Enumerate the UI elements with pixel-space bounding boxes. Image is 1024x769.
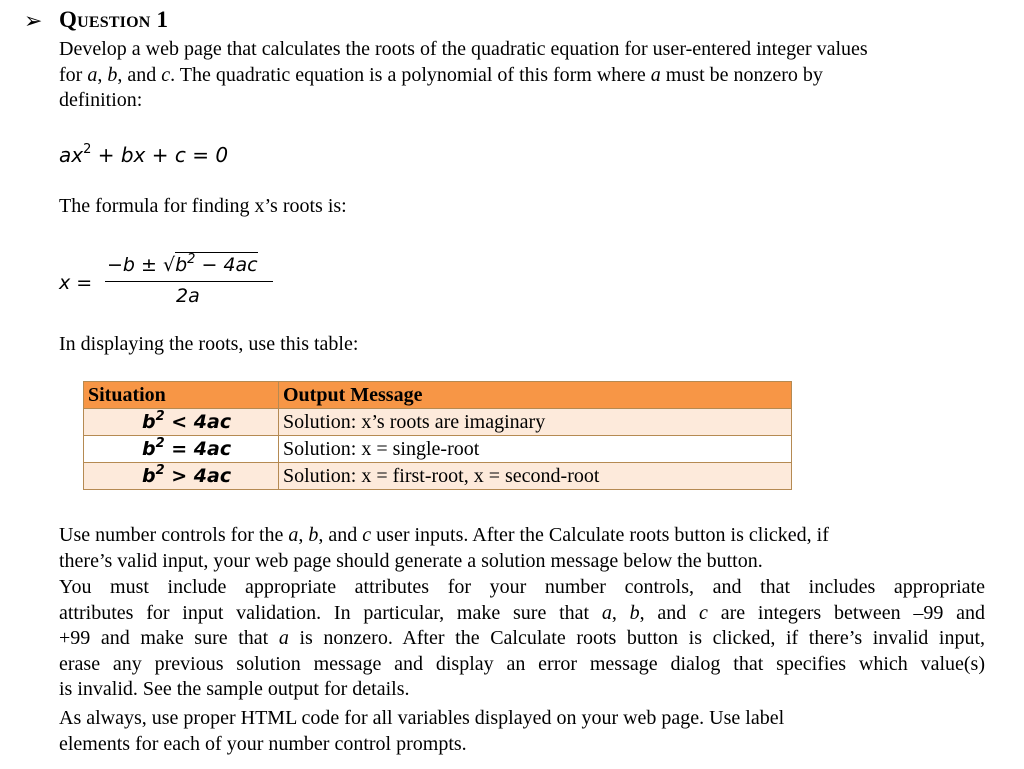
question-title: Question 1	[59, 7, 169, 32]
validation-paragraph	[59, 575, 985, 703]
fraction-bar	[105, 281, 273, 282]
message-cell: Solution: x’s roots are imaginary	[279, 409, 792, 436]
formula-denominator: 2a	[176, 285, 200, 307]
para2-line-1: Use number controls for the a, b, and c user inputs. After the Calculate roots button is clicked, if	[59, 524, 829, 546]
message-cell: Solution: x = single-root	[279, 436, 792, 463]
table-intro: In displaying the roots, use this table:	[59, 333, 359, 355]
html-code-paragraph	[59, 706, 989, 757]
header-situation: Situation	[84, 382, 279, 409]
intro-line-1: Develop a web page that calculates the roots of the quadratic equation for user-entered integer values	[59, 38, 868, 60]
situation-cell: $b^2 = 4ac$	[84, 436, 279, 463]
para3-line-1: You must include appropriate attributes for your number controls, and that includes appropriate	[59, 576, 985, 598]
intro-line-2: for a, b, and c. The quadratic equation is a polynomial of this form where a must be nonzero by	[59, 63, 823, 86]
number-controls-paragraph	[59, 523, 989, 574]
para4-line-1: As always, use proper HTML code for all variables displayed on your web page. Use label	[59, 707, 785, 729]
para3-line-3: +99 and make sure that a is nonzero. After the Calculate roots button is clicked, if there’s invalid input,	[59, 627, 985, 649]
situation-cell: $b^2 > 4ac$	[84, 463, 279, 490]
formula-x-equals: x =	[59, 272, 93, 294]
formula-intro: The formula for finding x’s roots is:	[59, 195, 347, 217]
situation-cell: $b^2 < 4ac$	[84, 409, 279, 436]
para3-line-4: erase any previous solution message and display an error message dialog that specifies which value(s)	[59, 652, 985, 675]
roots-table	[83, 381, 792, 490]
formula-numerator: $-b \pm √b^2 - 4ac$	[107, 251, 258, 276]
para2-line-2: there’s valid input, your web page should generate a solution message below the button.	[59, 549, 763, 572]
table-row	[84, 409, 792, 436]
intro-line-3: definition:	[59, 89, 143, 111]
message-cell: Solution: x = first-root, x = second-root	[279, 463, 792, 490]
intro-paragraph	[59, 37, 989, 114]
para4-line-2: elements for each of your number control prompts.	[59, 732, 467, 755]
bullet-arrow-icon: ➢	[24, 8, 43, 33]
para3-line-2: attributes for input validation. In particular, make sure that a, b, and c are integers between –99 and	[59, 601, 986, 624]
table-row	[84, 463, 792, 490]
table-header-row	[84, 382, 792, 409]
para3-line-5: is invalid. See the sample output for details.	[59, 678, 410, 700]
table-row	[84, 436, 792, 463]
header-output-message: Output Message	[279, 382, 792, 409]
quadratic-equation: $ax^2$ + bx + c = 0	[59, 142, 229, 167]
